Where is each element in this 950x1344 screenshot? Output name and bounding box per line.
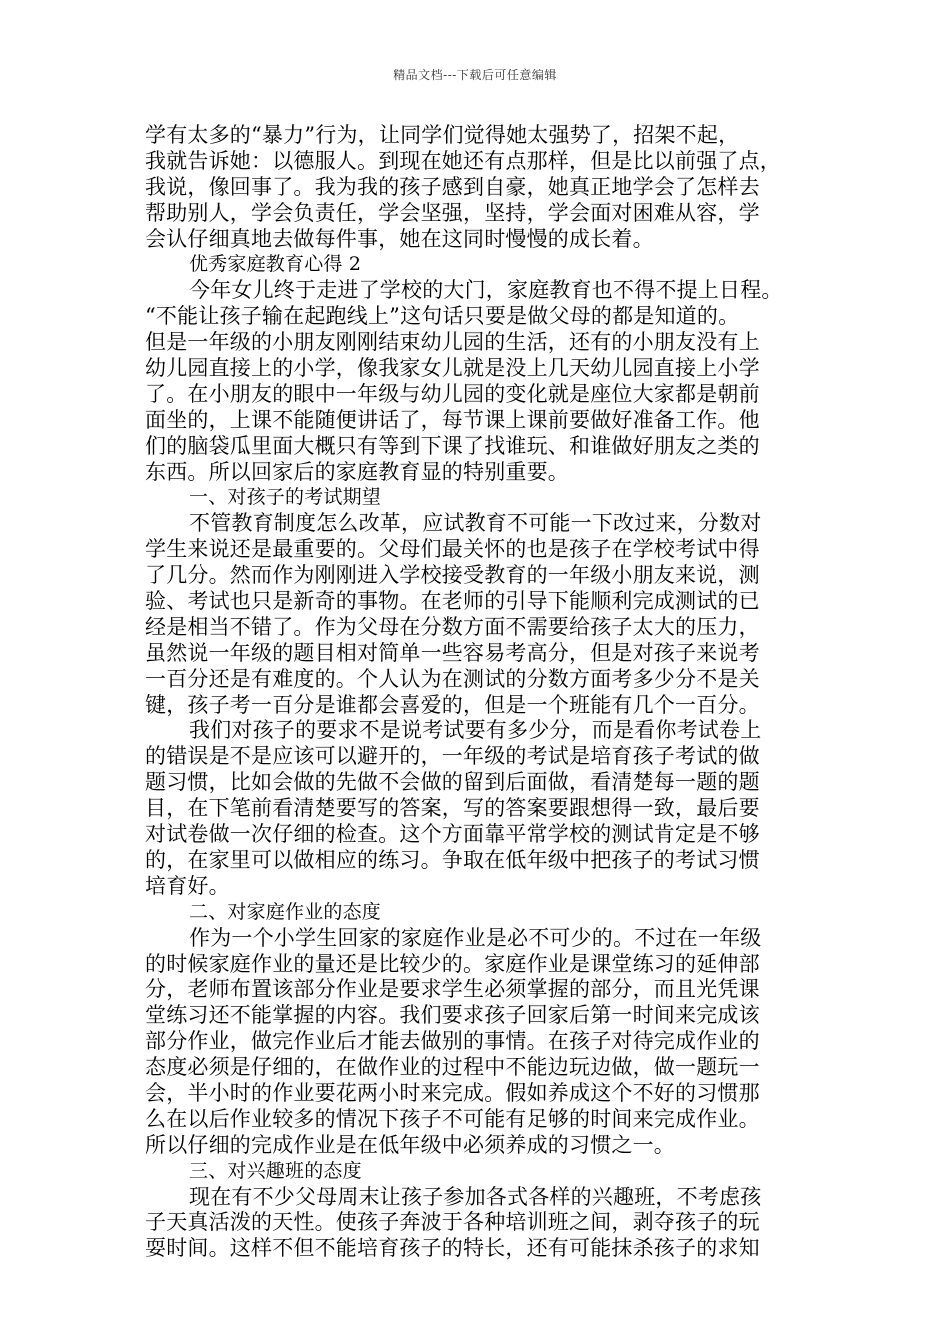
text-line: 堂练习还不能掌握的内容。我们要求孩子回家后第一时间来完成该 [145,1003,760,1028]
text-line: 子天真活泼的天性。使孩子奔波于各种培训班之间，剥夺孩子的玩 [145,1210,760,1235]
text-line: 我说，像回事了。我为我的孩子感到自豪，她真正地学会了怎样去 [145,174,760,199]
text-line: 部分作业，做完作业后才能去做别的事情。在孩子对待完成作业的 [145,1029,760,1054]
text-line: 会，半小时的作业要花两小时来完成。假如养成这个不好的习惯那 [145,1080,760,1105]
text-line: 所以仔细的完成作业是在低年级中必须养成的习惯之一。 [145,1132,675,1157]
section-heading: 一、对孩子的考试期望 [189,486,382,509]
text-line: 耍时间。这样不但不能培育孩子的特长，还有可能抹杀孩子的求知 [145,1236,760,1261]
text-line: 帮助别人，学会负责任，学会坚强，坚持，学会面对困难从容，学 [145,200,760,225]
text-line: 会认仔细真地去做每件事，她在这同时慢慢的成长着。 [145,226,654,251]
text-line: 今年女儿终于走进了学校的大门，家庭教育也不得不提上日程。 [189,278,783,303]
text-line: 的，在家里可以做相应的练习。争取在低年级中把孩子的考试习惯 [145,847,760,872]
text-line: 不管教育制度怎么改革，应试教育不可能一下改过来，分数对 [189,511,762,536]
text-line: 目，在下笔前看清楚要写的答案，写的答案要跟想得一致，最后要 [145,796,760,821]
section-heading: 三、对兴趣班的态度 [189,1159,362,1182]
text-line: 了几分。然而作为刚刚进入学校接受教育的一年级小朋友来说，测 [145,563,760,588]
section-heading: 优秀家庭教育心得 2 [189,253,362,276]
text-line: 的时候家庭作业的量还是比较少的。家庭作业是课堂练习的延伸部 [145,951,760,976]
text-line: 虽然说一年级的题目相对简单一些容易考高分，但是对孩子来说考 [145,640,760,665]
text-line: 但是一年级的小朋友刚刚结束幼儿园的生活，还有的小朋友没有上 [145,330,760,355]
text-line: 一百分还是有难度的。个人认为在测试的分数方面考多少分不是关 [145,666,760,691]
document-body [145,123,809,1262]
text-line: 对试卷做一次仔细的检查。这个方面靠平常学校的测试肯定是不够 [145,822,760,847]
text-line: 学有太多的“暴力”行为，让同学们觉得她太强势了，招架不起， [145,123,740,147]
text-line: 题习惯，比如会做的先做不会做的留到后面做，看清楚每一题的题 [145,770,760,795]
text-line: 东西。所以回家后的家庭教育显的特别重要。 [145,459,569,484]
text-line: 作为一个小学生回家的家庭作业是必不可少的。不过在一年级 [189,925,762,950]
text-line: 我们对孩子的要求不是说考试要有多少分，而是看你考试卷上 [189,718,762,743]
text-line: 现在有不少父母周末让孩子参加各式各样的兴趣班，不考虑孩 [189,1184,762,1209]
text-line: 培育好。 [145,873,230,898]
text-line: 面坐的，上课不能随便讲话了，每节课上课前要做好准备工作。他 [145,407,760,432]
text-line: “不能让孩子输在起跑线上”这句话只要是做父母的都是知道的。 [145,304,740,329]
section-heading: 二、对家庭作业的态度 [189,900,382,923]
page-header: 精品文档---下载后可任意编辑 [393,68,557,82]
text-line: 我就告诉她：以德服人。到现在她还有点那样，但是比以前强了点， [145,148,781,173]
text-line: 键，孩子考一百分是谁都会喜爱的，但是一个班能有几个一百分。 [145,692,760,717]
text-line: 学生来说还是最重要的。父母们最关怀的也是孩子在学校考试中得 [145,537,760,562]
text-line: 了。在小朋友的眼中一年级与幼儿园的变化就是座位大家都是朝前 [145,381,760,406]
text-line: 们的脑袋瓜里面大概只有等到下课了找谁玩、和谁做好朋友之类的 [145,433,760,458]
text-line: 么在以后作业较多的情况下孩子不可能有足够的时间来完成作业。 [145,1106,760,1131]
text-line: 验、考试也只是新奇的事物。在老师的引导下能顺利完成测试的已 [145,589,760,614]
text-line: 幼儿园直接上的小学，像我家女儿就是没上几天幼儿园直接上小学 [145,356,760,381]
text-line: 态度必须是仔细的，在做作业的过程中不能边玩边做，做一题玩一 [145,1055,760,1080]
text-line: 的错误是不是应该可以避开的，一年级的考试是培育孩子考试的做 [145,744,760,769]
text-line: 经是相当不错了。作为父母在分数方面不需要给孩子太大的压力， [145,614,760,639]
text-line: 分，老师布置该部分作业是要求学生必须掌握的部分，而且光凭课 [145,977,760,1002]
